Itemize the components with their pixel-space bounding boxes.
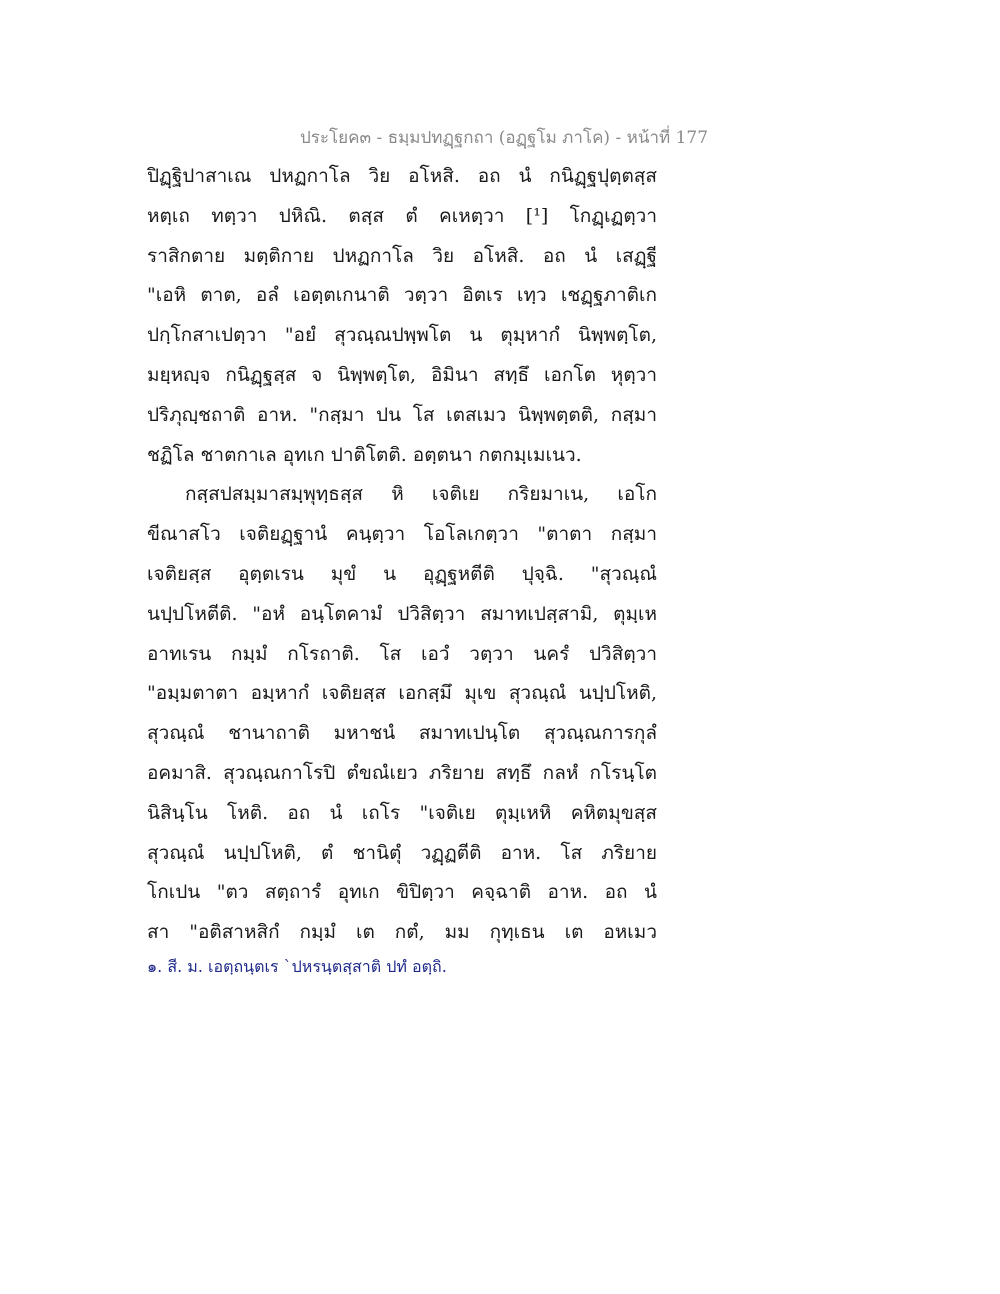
text-line: "อมฺมตาตา อมฺหากํ เจติยสฺส เอกสฺมึ มุเข สุวณฺณํ นปฺปโหติ,	[147, 682, 657, 705]
body-text	[147, 157, 657, 953]
running-header: ประโยค๓ - ธมฺมปทฏฺฐกถา (อฏฺฐโม ภาโค) - หน้าที่ 177	[300, 128, 709, 148]
text-line: ชฏิโล ชาตกาเล อุทเก ปาติโตติ. อตฺตนา กตกมฺเมเนว.	[147, 443, 582, 466]
text-line: นิสินฺโน โหติ. อถ นํ เถโร "เจติเย ตุมฺเหหิ คหิตมุขสฺส	[147, 801, 657, 824]
text-line: อาทเรน กมฺมํ กโรถาติ. โส เอวํ วตฺวา นครํ ปวิสิตฺวา	[147, 642, 657, 665]
text-line: ราสิกตาย มตฺติกาย ปหฏกาโล วิย อโหสิ. อถ นํ เสฏฺฐี	[147, 244, 657, 267]
footnote: ๑. สี. ม. เอตฺถนฺตเร `ปหรนฺตสฺสาติ ปทํ อตฺถิ.	[147, 957, 447, 976]
text-line: สา "อติสาหสิกํ กมฺมํ เต กตํ, มม กุทฺเธน เต อหเมว	[147, 921, 657, 944]
text-line: สุวณฺณํ นปฺปโหติ, ตํ ชานิตุํ วฏฺฏตีติ อาห. โส ภริยาย	[147, 841, 657, 864]
text-line: หตฺเถ ทตฺวา ปหิณิ. ตสฺส ตํ คเหตฺวา [¹] โกฏฺเฏตฺวา	[147, 204, 657, 227]
text-line: ขีณาสโว เจติยฏฺฐานํ คนฺตฺวา โอโลเกตฺวา "ตาตา กสฺมา	[147, 523, 657, 546]
paragraph-start-line: กสฺสปสมฺมาสมฺพุทฺธสฺส หิ เจติเย กริยมาเน, เอโก	[185, 483, 657, 506]
text-line: โกเปน "ตว สตฺถารํ อุทเก ขิปิตฺวา คจฺฉาติ อาห. อถ นํ	[147, 881, 657, 904]
text-line: สุวณฺณํ ชานาถาติ มหาชนํ สมาทเปนฺโต สุวณฺณการกุลํ	[147, 722, 657, 745]
text-line: มยฺหญฺจ กนิฏฺฐสฺส จ นิพฺพตฺโต, อิมินา สทฺธึ เอกโต หุตฺวา	[147, 363, 657, 386]
text-line: นปฺปโหตีติ. "อหํ อนฺโตคามํ ปวิสิตฺวา สมาทเปสฺสามิ, ตุมฺเห	[147, 602, 657, 625]
text-line: อคมาสิ. สุวณฺณกาโรปิ ตํขณํเยว ภริยาย สทฺธึ กลหํ กโรนฺโต	[147, 761, 657, 784]
text-line: "เอหิ ตาต, อลํ เอตฺตเกนาติ วตฺวา อิตเร เทฺว เชฏฺฐภาติเก	[147, 284, 657, 307]
text-line: ปกฺโกสาเปตฺวา "อยํ สุวณฺณปพฺพโต น ตุมฺหากํ นิพฺพตฺโต,	[147, 324, 657, 347]
text-line: ปิฏฺฐิปาสาเณ ปหฏกาโล วิย อโหสิ. อถ นํ กนิฏฺฐปุตฺตสฺส	[147, 165, 657, 187]
text-line: เจติยสฺส อุตฺตเรน มุขํ น อุฏฺฐหตีติ ปุจฺฉิ. "สุวณฺณํ	[147, 562, 657, 585]
text-line: ปริภุญฺชถาติ อาห. "กสฺมา ปน โส เตสเมว นิพฺพตฺตติ, กสฺมา	[147, 403, 657, 426]
